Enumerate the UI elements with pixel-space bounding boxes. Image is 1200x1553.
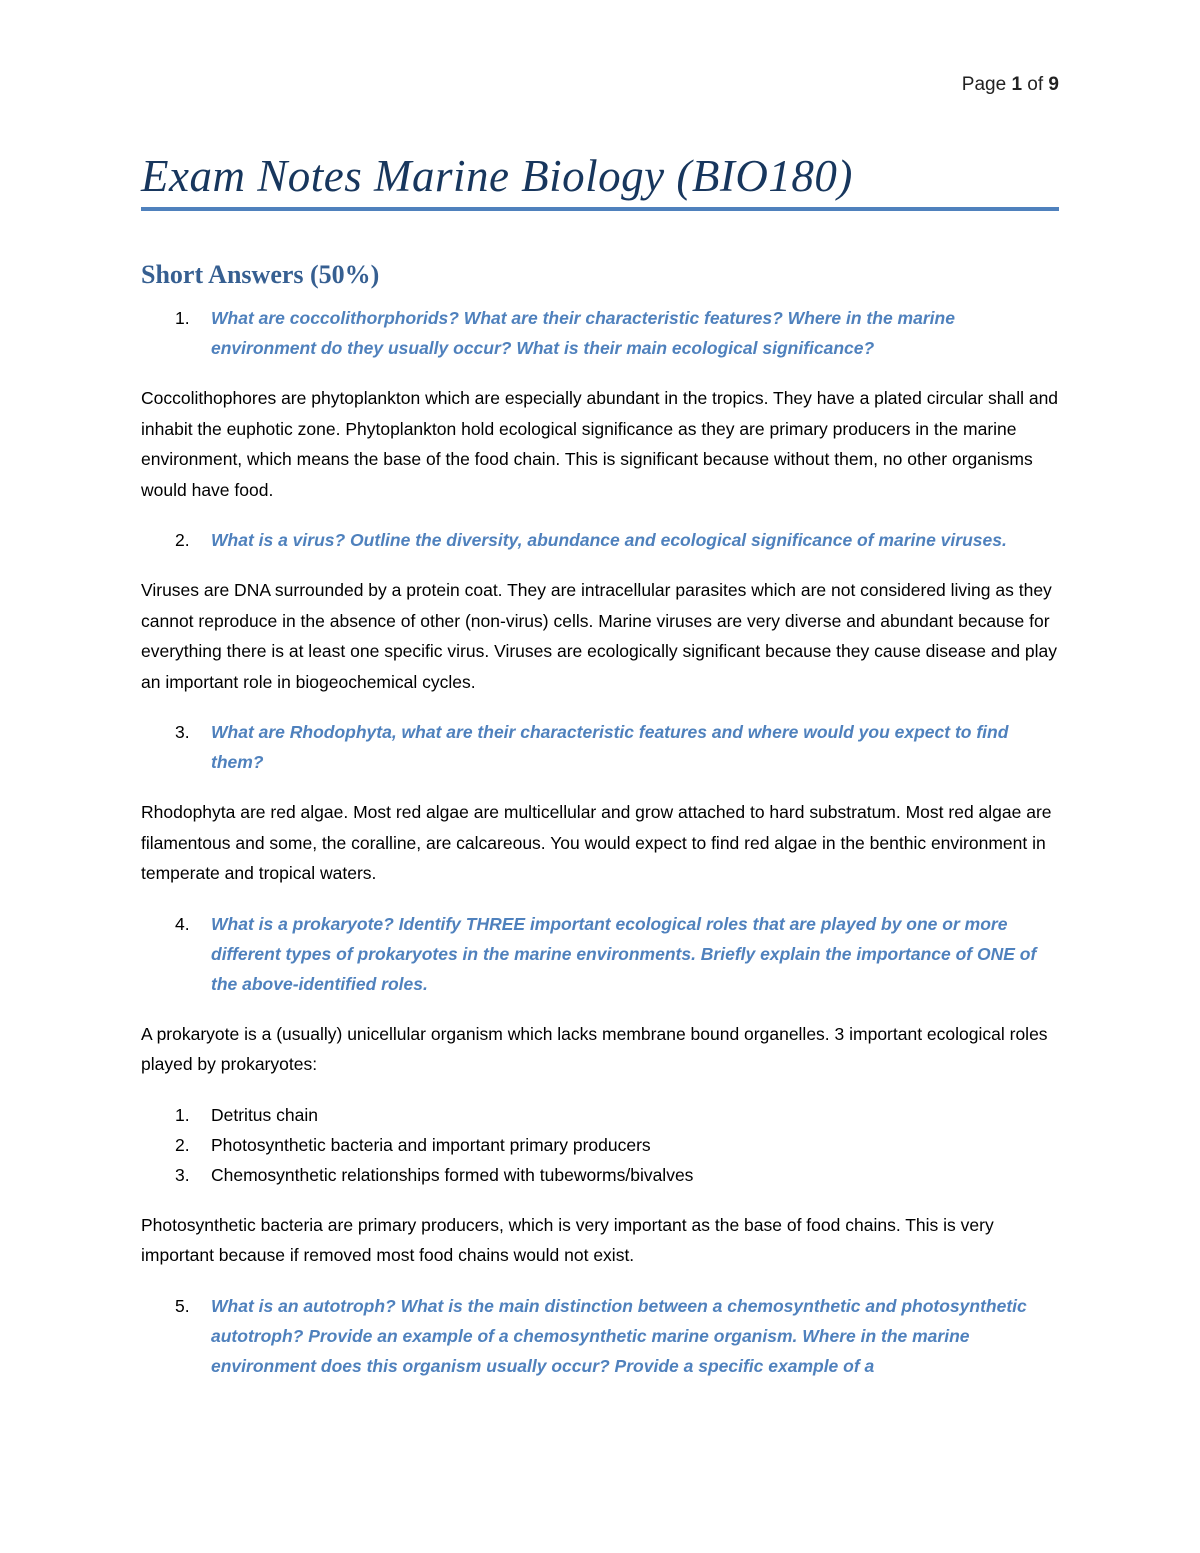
question-text: What is a virus? Outline the diversity, abundance and ecological significance of marine viruses. [211,530,1007,550]
page-number: Page 1 of 9 [961,74,1059,95]
document-body [141,255,1059,1401]
answer-4-intro: A prokaryote is a (usually) unicellular organism which lacks membrane bound organelles. 3 important ecological roles played by prokaryotes: [141,1023,1048,1074]
question-text: What is an autotroph? What is the main distinction between a chemosynthetic and photosynthetic autotroph? Provide an example of a chemosynthetic marine organism. Where in the marine environment does this organism usually occur? Provide a specific example of a [211,1295,1027,1376]
question-1 [141,303,1059,363]
list-text: Chemosynthetic relationships formed with tubeworms/bivalves [211,1164,694,1185]
title-underline [141,207,1059,211]
answer-2: Viruses are DNA surrounded by a protein coat. They are intracellular parasites which are not considered living as they cannot reproduce in the absence of other (non-virus) cells. Marine viruses are very diverse and abundant because for everything there is at least one specific virus. Viruses are ecologically significant because they cause disease and play an important role in biogeochemical cycles. [141,580,1058,692]
answer-4-explanation: Photosynthetic bacteria are primary producers, which is very important as the base of food chains. This is very important because if removed most food chains would not exist. [141,1214,994,1265]
question-2 [141,525,1059,555]
list-number: 1. [175,1104,190,1125]
question-3 [141,717,1059,777]
question-text: What are coccolithorphorids? What are their characteristic features? Where in the marine environment do they usually occur? What is their main ecological significance? [211,308,955,358]
document-title: Exam Notes Marine Biology (BIO180) [141,151,853,201]
question-text: What are Rhodophyta, what are their characteristic features and where would you expect to find them? [211,722,1009,772]
list-text: Photosynthetic bacteria and important primary producers [211,1134,651,1155]
answer-3: Rhodophyta are red algae. Most red algae are multicellular and grow attached to hard substratum. Most red algae are filamentous and some, the coralline, are calcareous. You would expect to find red algae in the benthic environment in temperate and tropical waters. [141,802,1052,883]
prokaryote-roles-list [141,1100,1059,1190]
answer-1: Coccolithophores are phytoplankton which are especially abundant in the tropics. They have a plated circular shall and inhabit the euphotic zone. Phytoplankton hold ecological significance as they are primary producers in the marine environment, which means the base of the food chain. This is significant because without them, no other organisms would have food. [141,388,1059,500]
list-item [141,1130,1059,1160]
question-5 [141,1291,1059,1381]
question-4 [141,909,1059,999]
list-text: Detritus chain [211,1104,318,1125]
question-number: 4. [175,913,190,934]
question-number: 2. [175,530,190,550]
question-number: 5. [175,1295,190,1316]
question-text: What is a prokaryote? Identify THREE important ecological roles that are played by one or more different types of prokaryotes in the marine environments. Briefly explain the importance of ONE of the above-identified roles. [211,913,1037,994]
list-number: 3. [175,1164,190,1185]
list-number: 2. [175,1134,190,1155]
list-item [141,1100,1059,1130]
question-number: 1. [175,308,190,328]
question-number: 3. [175,722,190,742]
list-item [141,1160,1059,1190]
section-heading: Short Answers (50%) [141,260,380,289]
